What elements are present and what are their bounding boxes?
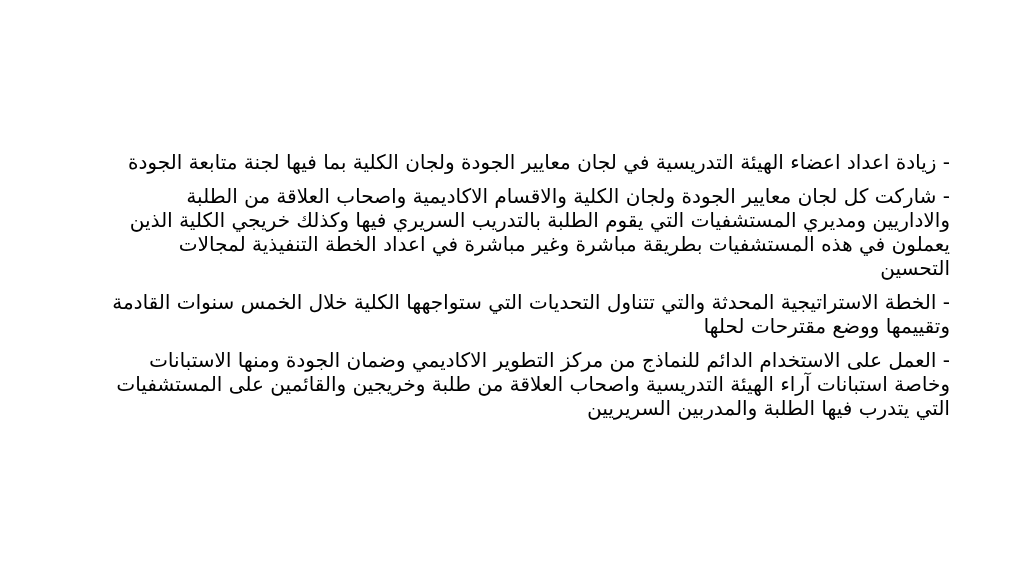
bullet-paragraph: - زيادة اعداد اعضاء الهيئة التدريسية في لجان معايير الجودة ولجان الكلية بما فيها لجنة متابعة الجودة [128,150,950,174]
bullet-paragraph: - شاركت كل لجان معايير الجودة ولجان الكلية والاقسام الاكاديمية واصحاب العلاقة من الطلبة والاداريين ومديري المستشفيات التي يقوم الطلبة بالتدريب السريري فيها وكذلك خريجي الكلية الذين يعملون في هذه المستشفيات بطريقة مباشرة وغير مباشرة في اعداد الخطة التنفيذية لمجالات التحسين [129,184,950,280]
bullet-paragraph: - الخطة الاستراتيجية المحدثة والتي تتناول التحديات التي ستواجهها الكلية خلال الخمس سنوات القادمة وتقييمها ووضع مقترحات لحلها [112,290,950,338]
slide-body-text [110,150,950,430]
bullet-paragraph: - العمل على الاستخدام الدائم للنماذج من مركز التطوير الاكاديمي وضمان الجودة ومنها الاستبانات وخاصة استبانات آراء الهيئة التدريسية واصحاب العلاقة من طلبة وخريجين والقائمين على المستشفيات التي يتدرب فيها الطلبة والمدربين السريريين [116,348,950,420]
